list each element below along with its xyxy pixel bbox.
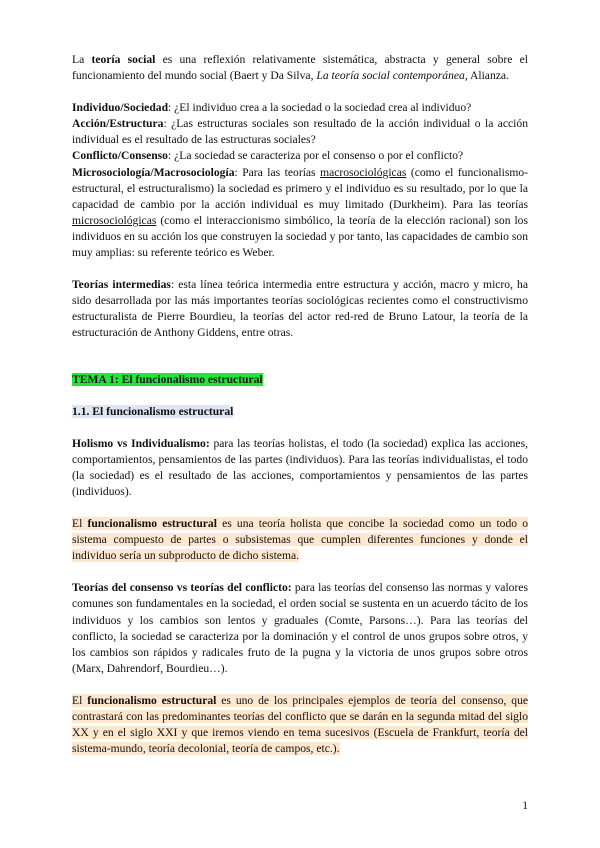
dichotomy-individuo-sociedad: Individuo/Sociedad: ¿El individuo crea a la sociedad o la sociedad crea al individuo? [72, 101, 472, 115]
page-number: 1 [522, 799, 528, 812]
funcionalismo-example-paragraph: El funcionalismo estructural es uno de los principales ejemplos de teoría del consenso, que contrastará con las predominantes teorías del conflicto que se darán en la segunda mitad del siglo XX y en el siglo XXI y que iremos viendo en tema sucesivos (Escuela de Frankfurt, teoría del sistema-mundo, teoría decolonial, teoría de campos, etc.). [72, 693, 529, 756]
section-heading: 1.1. El funcionalismo estructural [72, 404, 234, 418]
funcionalismo-definition-paragraph: El funcionalismo estructural es una teoría holista que concibe la sociedad como un todo o sistema compuesto de partes o subsistemas que cumplen diferentes funciones y donde el individuo sería un subproducto de dicho sistema. [72, 517, 529, 563]
term-teoria-social: teoría social [91, 53, 156, 66]
macrosociologicas-link[interactable]: macrosociológicas [320, 165, 407, 179]
dichotomy-accion-estructura: Acción/Estructura: ¿Las estructuras sociales son resultado de la acción individual o la acción individual es el resultado de las estructuras sociales? [72, 117, 528, 147]
microsociologicas-link[interactable]: microsociológicas [72, 213, 157, 227]
book-title: La teoría social contemporánea [316, 69, 465, 83]
dichotomy-conflicto-consenso: Conflicto/Consenso: ¿La sociedad se caracteriza por el consenso o por el conflicto? [72, 149, 464, 163]
micro-macro-paragraph: Microsociología/Macrosociología: Para las teorías macrosociológicas (como el funcionalismo-estructural, el estructuralismo) la sociedad es primero y el individuo es su resultado, por lo que la capacidad de cambio por la acción individual es muy limitado (Durkheim). Para las teorías microsociológicas (como el interaccionismo simbólico, la teoría de la elección racional) son los individuos en su acción los que construyen la sociedad y por tanto, las capacidades de cambio son muy amplias: su referente teórico es Weber. [72, 165, 529, 260]
holismo-paragraph: Holismo vs Individualismo: para las teorías holistas, el todo (la sociedad) explica las acciones, comportamientos, pensamientos de las partes (individuos). Para las teorías individualistas, el todo (la sociedad) es el resultado de las acciones, comportamientos y pensamientos de las partes (individuos). [72, 436, 528, 498]
teorias-intermedias-paragraph: Teorías intermedias: esta línea teórica intermedia entre estructura y acción, macro y micro, ha sido desarrollada por las más importantes teorías sociológicas recientes como el constructivismo estructuralista de Pierre Bourdieu, la teorías del actor red-red de Bruno Latour, la teoría de la estructuración de Anthony Giddens, entre otras. [72, 278, 528, 340]
intro-paragraph: La teoría social es una reflexión relativamente sistemática, abstracta y general sobre el funcionamiento del mundo social (Baert y Da Silva, La teoría social contemporánea, Alianza. [72, 53, 529, 83]
consenso-conflicto-paragraph: Teorías del consenso vs teorías del conflicto: para las teorías del consenso las normas y valores comunes son fundamentales en la sociedad, el orden social se sustenta en un acuerdo tácito de los individuos y los cambios son lentos y graduales (Comte, Parsons…). Para las teorías del conflicto, la sociedad se caracteriza por la dominación y el control de unos grupos sobre otros, y los cambios son rápidos y radicales fruto de la pugna y la victoria de unos grupos sobre otros (Marx, Dahrendorf, Bourdieu…). [72, 581, 528, 675]
tema-heading: TEMA 1: El funcionalismo estructural [72, 372, 263, 386]
